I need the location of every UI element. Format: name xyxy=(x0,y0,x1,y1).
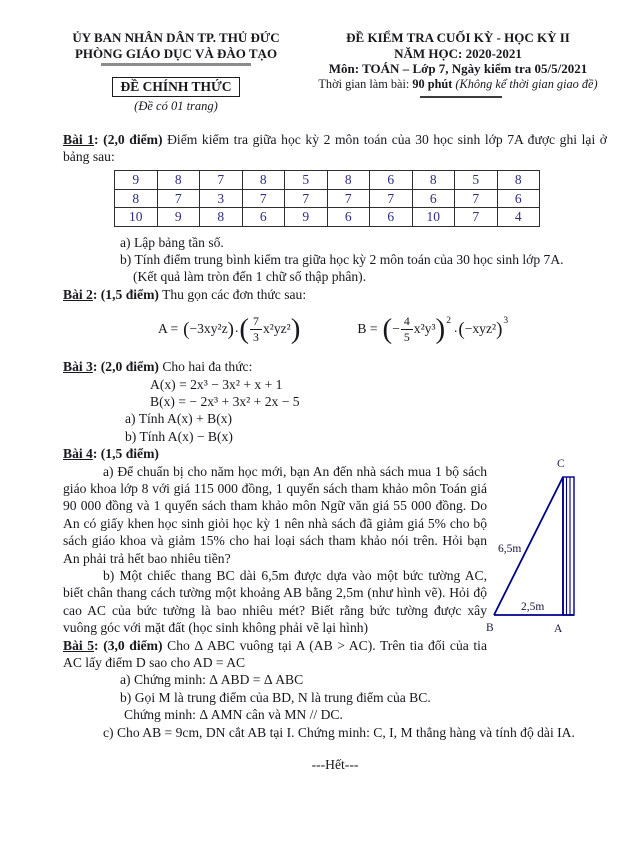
outer-exponent-3: 3 xyxy=(503,315,509,326)
table-cell: 10 xyxy=(115,208,158,226)
header-left-underline xyxy=(101,63,251,66)
score-table xyxy=(114,170,540,226)
exercise-3-label: Bài 3 xyxy=(63,359,93,375)
table-cell: 9 xyxy=(115,171,158,189)
hypotenuse-length-label: 6,5m xyxy=(498,543,522,556)
exercise-3-item-b: b) Tính A(x) − B(x) xyxy=(125,428,233,444)
table-cell: 9 xyxy=(285,208,328,226)
table-cell: 8 xyxy=(157,171,200,189)
exercise-4-label: Bài 4 xyxy=(63,446,93,462)
exercise-1-intro: Điểm kiểm tra giữa học kỳ 2 môn toán của 30 học sinh lớp 7A được ghi lại ở bảng sau: xyxy=(63,131,607,164)
exam-body xyxy=(0,115,642,774)
exercise-1-heading: Bài 1: (2,0 điểm) Điểm kiểm tra giữa học kỳ 2 môn toán của 30 học sinh lớp 7A được ghi lại ở bảng sau: xyxy=(63,131,607,164)
table-cell: 8 xyxy=(412,171,455,189)
table-cell: 6 xyxy=(242,208,285,226)
table-cell: 6 xyxy=(412,189,455,207)
exercise-1-points: (2,0 điểm) xyxy=(103,131,163,147)
table-cell: 6 xyxy=(497,189,540,207)
wall-shape xyxy=(563,477,574,615)
end-of-exam-marker: ---Hết--- xyxy=(311,757,359,773)
narrow-text-column xyxy=(63,445,487,671)
exercise-2-points: (1,5 điểm) xyxy=(100,286,159,302)
table-cell: 8 xyxy=(115,189,158,207)
exercise-4-heading: Bài 4: (1,5 điểm) xyxy=(63,446,159,462)
table-cell: 7 xyxy=(157,189,200,207)
table-row xyxy=(115,171,540,189)
table-cell: 8 xyxy=(242,171,285,189)
exercise-5-item-b: b) Gọi M là trung điểm của BD, N là trung điểm của BC. xyxy=(120,689,431,705)
vertex-label-A: A xyxy=(554,623,563,636)
exercise-5-heading: Bài 5: (3,0 điểm) Cho Δ ABC vuông tại A (AB > AC). Trên tia đối của tia AC lấy điểm D sao cho AD = AC xyxy=(63,637,487,671)
polynomial-B: B(x) = − 2x³ + 3x² + 2x − 5 xyxy=(150,393,300,409)
table-cell: 7 xyxy=(455,189,498,207)
table-cell: 8 xyxy=(497,171,540,189)
table-cell: 8 xyxy=(327,171,370,189)
exercise-5-item-b-line2: Chứng minh: Δ AMN cân và MN // DC. xyxy=(124,707,343,723)
table-cell: 6 xyxy=(370,208,413,226)
table-cell: 4 xyxy=(497,208,540,226)
base-length-label: 2,5m xyxy=(521,601,545,614)
table-cell: 9 xyxy=(157,208,200,226)
exercise-3-heading: Bài 3: (2,0 điểm) Cho hai đa thức: xyxy=(63,359,253,375)
page-count-note: (Đề có 01 trang) xyxy=(134,99,218,113)
exercise-1-item-b: b) Tính điểm trung bình kiểm tra giữa học kỳ 2 môn toán của 30 học sinh lớp 7A. xyxy=(120,251,564,267)
fraction-four-fifths: $\frac{4}{5}$ xyxy=(401,315,413,343)
authority-line1: ỦY BAN NHÂN DÂN TP. THỦ ĐỨC xyxy=(72,30,280,45)
exercise-2-label: Bài 2 xyxy=(63,286,93,302)
header-right xyxy=(302,30,614,115)
vertex-label-C: C xyxy=(557,458,565,471)
table-cell: 6 xyxy=(370,171,413,189)
table-cell: 10 xyxy=(412,208,455,226)
ladder-wall-figure xyxy=(485,451,585,637)
exercise-4-part-b: b) Một chiếc thang BC dài 6,5m được dựa vào một bức tường AC, biết chân thang cách tường một khoảng AB bằng 2,5m (như hình vẽ). Hỏi độ cao AC của bức tường là bao nhiêu mét? Biết rằng bức tường được xây vuông góc với mặt đất (học sinh không phải vẽ lại hình) xyxy=(63,568,487,636)
exam-title: ĐỀ KIỂM TRA CUỐI KỲ - HỌC KỲ II xyxy=(346,30,570,45)
monomial-formulas xyxy=(63,306,607,352)
table-cell: 5 xyxy=(285,171,328,189)
exercise-5-item-a: a) Chứng minh: Δ ABD = Δ ABC xyxy=(120,672,304,688)
table-cell: 3 xyxy=(200,189,243,207)
exercise-5-points: (3,0 điểm) xyxy=(103,637,163,653)
duration-value: 90 phút xyxy=(412,76,453,91)
authority-line2: PHÒNG GIÁO DỤC VÀ ĐÀO TẠO xyxy=(74,45,278,61)
official-exam-stamp: ĐỀ CHÍNH THỨC xyxy=(112,77,239,98)
exercise-2-intro: Thu gọn các đơn thức sau: xyxy=(158,286,307,302)
table-cell: 6 xyxy=(327,208,370,226)
exercise-1-item-b-note: (Kết quả làm tròn đến 1 chữ số thập phân). xyxy=(133,269,367,285)
duration-line: Thời gian làm bài: 90 phút (Không kể thời gian giao đề) xyxy=(318,76,598,91)
exercise-4-points: (1,5 điểm) xyxy=(100,446,159,462)
exercise-1-item-a: a) Lập bảng tần số. xyxy=(120,234,224,250)
school-year: NĂM HỌC: 2020-2021 xyxy=(394,45,522,61)
exercise-2-heading: Bài 2: (1,5 điểm) Thu gọn các đơn thức sau: xyxy=(63,286,307,302)
table-cell: 7 xyxy=(200,171,243,189)
exercise-3-intro: Cho hai đa thức: xyxy=(158,359,253,375)
page-header xyxy=(0,0,642,115)
polynomial-A: A(x) = 2x³ − 3x² + x + 1 xyxy=(150,376,283,392)
table-row xyxy=(115,189,540,207)
exercise-5-label: Bài 5 xyxy=(63,637,95,653)
exercise-5-part-c: c) Cho AB = 9cm, DN cắt AB tại I. Chứng minh: C, I, M thẳng hàng và tính độ dài IA. xyxy=(103,724,575,740)
outer-exponent-2: 2 xyxy=(446,315,451,326)
table-cell: 7 xyxy=(370,189,413,207)
table-cell: 7 xyxy=(327,189,370,207)
formula-A: A = ( −3xy²z ) . ( $\frac{7}{3}$ x²yz² ) xyxy=(158,312,301,345)
exercise-1-label: Bài 1 xyxy=(63,131,95,147)
exercise-3-points: (2,0 điểm) xyxy=(100,359,159,375)
vertex-label-B: B xyxy=(486,622,494,635)
exercise-5-intro: Cho Δ ABC vuông tại A (AB > AC). Trên tia đối của tia AC lấy điểm D sao cho AD = AC xyxy=(63,637,487,671)
subject-line: Môn: TOÁN – Lớp 7, Ngày kiểm tra 05/5/2021 xyxy=(328,61,588,76)
formula-B: B = ( − $\frac{4}{5}$ x²y³ ) 2 . ( −xyz² ) 3 xyxy=(357,312,509,345)
table-row xyxy=(115,208,540,226)
table-cell: 7 xyxy=(285,189,328,207)
header-left xyxy=(50,30,302,115)
header-right-rule xyxy=(420,96,502,98)
table-cell: 7 xyxy=(242,189,285,207)
table-cell: 8 xyxy=(200,208,243,226)
score-table-body xyxy=(115,171,540,226)
table-cell: 7 xyxy=(455,208,498,226)
table-cell: 5 xyxy=(455,171,498,189)
exercise-4-part-a: a) Để chuẩn bị cho năm học mới, bạn An đến nhà sách mua 1 bộ sách giáo khoa lớp 8 với giá 115 000 đồng, 1 quyển sách tham khảo môn Toán giá 90 000 đồng và 1 quyển sách tham khảo môn Ngữ văn giá 55 000 đồng. Do An có giấy khen học sinh giỏi học kỳ 1 nên nhà sách đã giảm giá 5% cho bộ sách giáo khoa và giảm 15% cho hai loại sách tham khảo nói trên. Hỏi bạn An phải trả hết bao nhiêu tiền? xyxy=(63,463,487,566)
exercise-4-5-section xyxy=(63,445,607,671)
fraction-seven-thirds: $\frac{7}{3}$ xyxy=(250,315,262,343)
exercise-3-item-a: a) Tính A(x) + B(x) xyxy=(125,411,233,427)
